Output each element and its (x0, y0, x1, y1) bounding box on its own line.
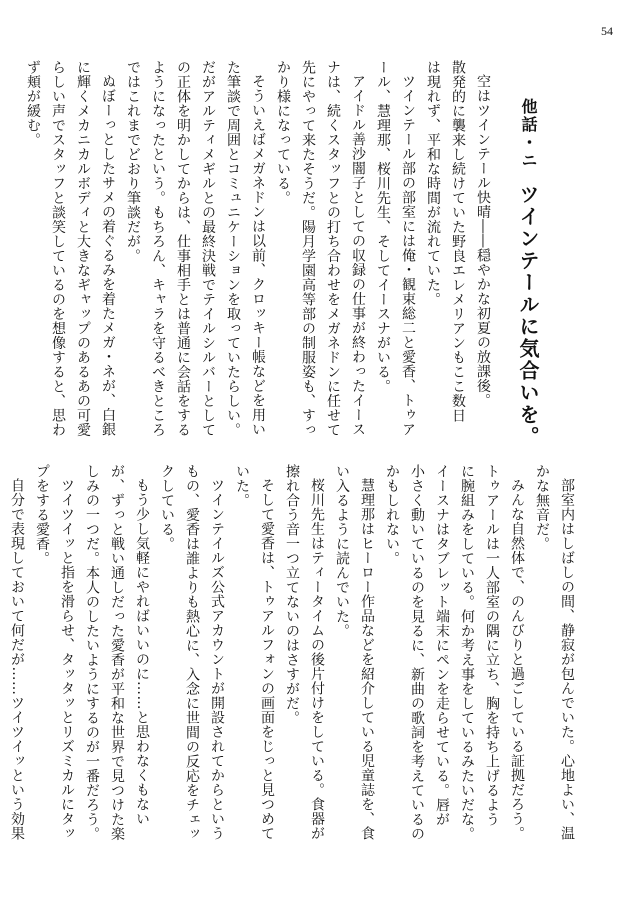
text-line: ツインテイルズ公式アカウントが開設されてからという (209, 478, 225, 841)
text-line: ではこれまでどおり筆談だが。 (125, 60, 141, 263)
text-line: クしている。 (159, 464, 175, 551)
text-line: みんな自然体で、のんびりと過ごしている証拠だろう。 (509, 478, 525, 841)
text-line: アイドル善沙闇子としての収録の仕事が終わったイース (350, 74, 366, 437)
text-line: ール、慧理那、桜川先生、そしてイースナがいる。 (375, 60, 391, 394)
text-line: そういえばメガネドンは以前、クロッキー帳などを用い (250, 74, 266, 437)
upper-text-block (25, 60, 495, 437)
text-line: ようになったという。もちろん、キャラを守るべきところ (150, 60, 166, 437)
text-line: は現れず、平和な時間が流れていた。 (425, 60, 441, 307)
text-line: 部室内はしばしの間、静寂が包んでいた。心地よい、温 (559, 478, 575, 841)
text-line: いた。 (234, 464, 250, 508)
text-line: に腕組みをしている。何か考え事をしているみたいだな。 (459, 464, 475, 841)
text-line: い入るように読んでいた。 (334, 464, 350, 638)
text-line: ツイツイッと指を滑らせ、タッタッとリズミカルにタッ (59, 478, 75, 841)
text-line: イースナはタブレット端末にペンを走らせている。唇が (434, 464, 450, 827)
text-line: の正体を明かしてからは、仕事相手とは普通に会話をする (175, 60, 191, 437)
chapter-label: 他話・ニ (519, 98, 538, 170)
lower-text-block (9, 464, 579, 874)
text-line: ぬぼーっとしたサメの着ぐるみを着たメガ・ネが、白銀 (100, 74, 116, 437)
text-line: に輝くメカニカルボディと大きなギャップのあるあの可愛 (75, 60, 91, 437)
text-line: 先にやって来たそうだ。陽月学園高等部の制服姿も、すっ (300, 60, 316, 437)
chapter-heading: ツインテールに気合いを。 (516, 184, 540, 448)
text-line: 空はツインテール快晴――穏やかな初夏の放課後。 (475, 74, 491, 408)
text-line: ナは、続くスタッフとの打ち合わせをメガネドンに任せて (325, 60, 341, 437)
text-line: かり様になっている。 (275, 60, 291, 205)
text-line: もう少し気軽にやればいいのに……と思わなくもない (134, 478, 150, 826)
text-line: 散発的に襲来し続けていた野良エレメリアンもここ数日 (450, 60, 466, 423)
text-line: かもしれない。 (384, 464, 400, 566)
page-number: 54 (601, 24, 613, 38)
text-line: ず頬が緩む。 (25, 60, 41, 147)
text-line: プをする愛香。 (34, 464, 50, 566)
text-line: もの、愛香は誰よりも熱心に、入念に世間の反応をチェッ (184, 464, 200, 841)
text-line: 小さく動いているのを見るに、新曲の歌詞を考えているの (409, 464, 425, 841)
text-line: しみの一つだ。本人のしたいようにするのが一番だろう。 (84, 464, 100, 841)
text-line: ツインテール部の部室には俺・観束総二と愛香、トゥア (400, 74, 416, 437)
text-line: かな無音だ。 (534, 464, 550, 551)
text-line: た筆談で周囲とコミュニケーションを取っていたらしい。 (225, 60, 241, 437)
text-line: らしい声でスタッフと談笑しているのを想像すると、思わ (50, 60, 66, 437)
text-line: 慧理那はヒーロー作品などを紹介している児童誌を、食 (359, 478, 375, 841)
text-line: 桜川先生はティータイムの後片付けをしている。食器が (309, 478, 325, 841)
text-line: が、ずっと戦い通しだった愛香が平和な世界で見つけた楽 (109, 464, 125, 841)
text-line: トゥアールは一人部室の隅に立ち、胸を持ち上げるよう (484, 464, 500, 827)
chapter-title (510, 98, 546, 448)
text-line: だがアルティメギルとの最終決戦でテイルシルバーとして (200, 60, 216, 437)
text-line: 擦れ合う音一つ立てないのはさすがだ。 (284, 464, 300, 725)
text-line: 自分で表現しておいて何だが……ツイツイッという効果 (9, 478, 25, 841)
text-line: そして愛香は、トゥアルフォンの画面をじっと見つめて (259, 478, 275, 841)
